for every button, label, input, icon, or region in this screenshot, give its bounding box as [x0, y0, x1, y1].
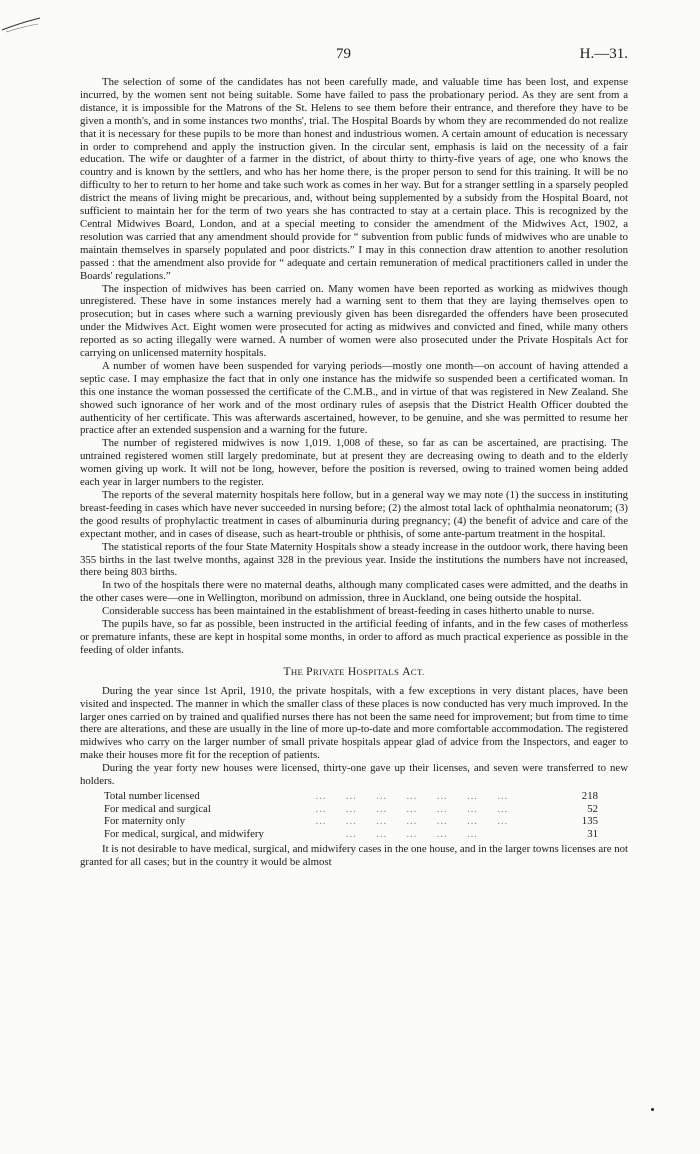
heading-initial: H — [347, 665, 357, 678]
licence-label: For maternity only — [104, 815, 185, 828]
paragraph: The inspection of midwives has been carried on. Many women have been reported as working as midwives though unregistered. These have in some instances merely had a warning sent to them that they are laying themselves open to prosecution; but in cases where such a warning previously given has been disregarded the offenders have been prosecuted under the Midwives Act. Eight women were prosecuted for acting as midwives and convicted and fined, while many others reported as so acting illegally were warned. A number of women were also prosecuted under the Private Hospitals Act for carrying on unlicensed maternity hospitals. — [80, 282, 628, 360]
licence-label: Total number licensed — [104, 789, 200, 802]
page-body — [80, 76, 628, 869]
paragraph: During the year since 1st April, 1910, the private hospitals, with a few exceptions in very distant places, have been visited and inspected. The manner in which the smaller class of these places is now conducted has very much improved. In the larger ones carried on by trained and qualified nurses there has not been the same need for improvement; but from time to time there are alterations, and these are usually in the line of more up-to-date and more comfortable accommodation. The registered midwives who carry on the larger number of small private hospitals appear glad of advice from the Inspectors, and eager to make their houses more fit for the reception of patients. — [80, 684, 628, 762]
scan-mark — [0, 14, 42, 36]
heading-initial: T — [283, 665, 291, 678]
paragraph: The reports of the several maternity hospitals here follow, but in a general way we may note (1) the success in instituting breast-feeding in cases which have never succeeded in nursing before; (2) the almost total lack of ophthalmia neonatorum; (3) the good results of prophylactic treatment in cases of albuminuria during pregnancy; (4) the benefit of advice and care of the expectant mother, and in cases of disease, such as heart-trouble or phthisis, of some ante-partum treatment in the hospital. — [80, 489, 628, 540]
heading-rest: CT. — [410, 666, 425, 677]
heading-rest: HE — [290, 666, 304, 677]
heading-rest: OSPITALS — [356, 666, 400, 677]
licence-table — [104, 790, 598, 840]
scan-speck — [651, 1108, 654, 1111]
table-row — [104, 803, 598, 816]
leader-dots: … … … … … … … — [315, 802, 509, 815]
heading-rest: RIVATE — [312, 666, 345, 677]
table-row — [104, 828, 598, 841]
licence-label: For medical and surgical — [104, 802, 211, 815]
heading-initial: A — [402, 665, 411, 678]
leader-dots: … … … … … — [345, 827, 479, 840]
paragraph: The pupils have, so far as possible, been instructed in the artificial feeding of infants, and in the few cases of motherless or premature infants, these are kept in hospital some months, in order to afford as much practical experience as possible in the feeding of older infants. — [80, 618, 628, 656]
document-reference: H.—31. — [579, 46, 628, 62]
paragraph: A number of women have been suspended for varying periods—mostly one month—on account of having attended a septic case. I may emphasize the fact that in only one instance has the midwife so suspended been a certificated woman. In this one instance the woman possessed the certificate of the C.M.B., and in virtue of that was registered in New Zealand. She showed such ignorance of her work and of the most ordinary rules of asepsis that the District Health Officer doubted the authenticity of her certificate. This was afterwards ascertained, however, to be genuine, and she was permitted to resume her practice after an extended suspension and a warning for the future. — [80, 359, 628, 437]
page-number: 79 — [336, 46, 351, 62]
table-row — [104, 815, 598, 828]
paragraph: The statistical reports of the four State Maternity Hospitals show a steady increase in the outdoor work, there having been 355 births in the last twelve months, against 328 in the previous year. Inside the institutions the numbers have not increased, there being 803 births. — [80, 540, 628, 579]
page-header — [80, 46, 628, 66]
section-heading — [80, 666, 628, 679]
paragraph: Considerable success has been maintained in the establishment of breast-feeding in cases hitherto unable to nurse. — [102, 605, 595, 618]
licence-value: 135 — [581, 815, 598, 828]
paragraph: The number of registered midwives is now 1,019. 1,008 of these, so far as can be ascertained, are practising. The untrained registered women still largely predominate, but at present they are decreasing owing to death and to the elderly women giving up work. It will not be long, however, before the position is reversed, owing to trained women being added each year in larger numbers to the register. — [80, 437, 628, 489]
paragraph: During the year forty new houses were licensed, thirty-one gave up their licenses, and seven were transferred to new holders. — [80, 762, 628, 788]
licence-value: 52 — [587, 802, 598, 815]
licence-label: For medical, surgical, and midwifery — [104, 827, 264, 840]
leader-dots: … … … … … … … — [315, 789, 509, 802]
heading-initial: P — [306, 665, 313, 678]
licence-value: 218 — [581, 789, 598, 802]
table-row — [104, 790, 598, 803]
paragraph: In two of the hospitals there were no maternal deaths, although many complicated cases were admitted, and the deaths in the other cases were—one in Wellington, moribund on admission, three in Auckland, one being outside the hospital. — [80, 579, 628, 605]
licence-value: 31 — [587, 827, 598, 840]
paragraph: It is not desirable to have medical, surgical, and midwifery cases in the one house, and in the larger towns licenses are not granted for all cases; but in the country it would be almost — [80, 843, 628, 869]
leader-dots: … … … … … … … — [315, 815, 509, 828]
paragraph: The selection of some of the candidates has not been carefully made, and valuable time has been lost, and expense incurred, by the women sent not being suitable. Some have failed to pass the probationary period. As they are sent from a distance, it is impossible for the Matrons of the St. Helens to see them before their entrance, and therefore they have to be given a month's, and in some instances two months', trial. The Hospital Boards by whom they are recommended do not realize that it is necessary for these pupils to be more than honest and industrious women. A certain amount of education is necessary in order to comprehend and apply the instruction given. In the circular sent, emphasis is laid on the necessity of a fair education. The wife or daughter of a farmer in the district, of about thirty to thirty-five years of age, one who knows the country and is known by the settlers, and who has her home there, is the proper person to send for this training. It will be no difficulty to her to return to her home and take such work as comes in her way. But for a stranger settling in a sparsely peopled district the means of living might be precarious, and, without being supplemented by a subsidy from the Hospital Board, not sufficient to maintain her for the term of two years she has contracted to stay at a certain place. This is recognized by the Central Midwives Board, London, and at a special meeting to consider the amendment of the Midwives Act, 1902, a resolution was carried that any amendment should provide for “ subvention from public funds of midwives who are unable to maintain themselves in sparsely populated and poor districts.” I may in this connection draw attention to another resolution passed : that the amendment also provide for “ adequate and certain remuneration of medical practitioners called in under the Boards' regulations.” — [80, 76, 628, 282]
